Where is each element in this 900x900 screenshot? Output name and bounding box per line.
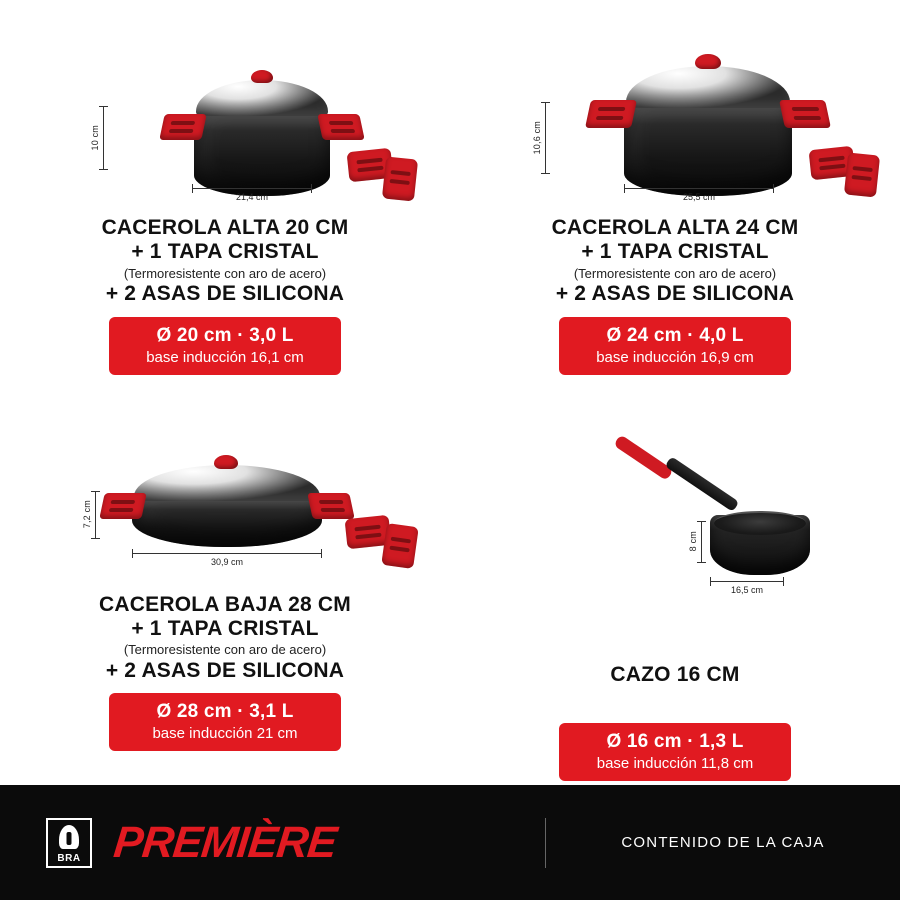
saucepan-interior (714, 511, 806, 535)
product-title-line-3: + 2 ASAS DE SILICONA (555, 282, 795, 306)
saucepan-handle (665, 456, 740, 512)
spec-badge-line-1: Ø 24 cm · 4,0 L (606, 324, 744, 346)
grip-slot (390, 170, 410, 176)
spec-badge (559, 723, 791, 781)
handle-slot (319, 500, 344, 504)
width-dimension-label: 30,9 cm (210, 556, 243, 567)
spec-badge-line-1: Ø 28 cm · 3,1 L (156, 701, 294, 723)
grip-slot (354, 524, 380, 531)
product-caption (99, 593, 351, 684)
handle-slot (169, 129, 194, 133)
handle-slot (109, 508, 134, 512)
loose-silicone-grip-2 (381, 522, 419, 568)
loose-silicone-grip-2 (844, 152, 880, 197)
width-dimension (624, 188, 774, 202)
height-dimension-label: 10 cm (90, 125, 100, 151)
product-illustration-cacerola-baja-28 (12, 403, 438, 603)
width-dimension-bar (710, 581, 784, 582)
lid-knob (214, 455, 238, 469)
height-dimension (90, 106, 104, 170)
width-dimension-label: 21,4 cm (235, 192, 268, 202)
product-card-cacerola-alta-20 (0, 0, 450, 393)
bra-logo-icon (46, 818, 92, 868)
height-dimension-bar (103, 106, 104, 170)
handle-slot (793, 116, 821, 120)
spec-badge-line-1: Ø 20 cm · 3,0 L (156, 324, 294, 346)
width-dimension-label: 25,5 cm (682, 192, 715, 202)
handle-slot (792, 107, 820, 111)
grip-slot (357, 166, 383, 173)
product-title-line-1: CACEROLA BAJA 28 CM (99, 592, 351, 616)
height-dimension-bar (701, 521, 702, 563)
spec-badge-line-1: Ø 16 cm · 1,3 L (606, 730, 744, 752)
product-title-line-2: + 1 TAPA CRISTAL (131, 616, 319, 640)
bra-logo-text: BRA (57, 852, 81, 864)
grip-slot (391, 536, 411, 543)
pot-assembly (104, 455, 404, 595)
footer-caption-text: CONTENIDO DE LA CAJA (621, 834, 825, 851)
footer-caption (546, 834, 900, 851)
height-dimension (688, 521, 702, 563)
product-card-cazo-16 (450, 393, 900, 786)
grip-slot (852, 175, 872, 181)
silicone-handle-right (307, 493, 355, 519)
glass-lid (626, 66, 790, 112)
footer-bar (0, 785, 900, 900)
height-dimension-bar (95, 491, 96, 539)
product-title-line-2: + 1 TAPA CRISTAL (581, 240, 769, 264)
handle-slot (330, 129, 355, 133)
width-dimension-bar (132, 553, 322, 554)
product-card-cacerola-baja-28 (0, 393, 450, 786)
height-dimension-label: 8 cm (688, 531, 698, 552)
grip-slot (819, 164, 845, 171)
product-title-line-2: + 1 TAPA CRISTAL (131, 240, 319, 264)
grip-slot (390, 179, 410, 185)
height-dimension (532, 102, 546, 174)
spec-badge (109, 693, 341, 751)
width-dimension-bar (192, 188, 312, 189)
product-title-line-3: + 2 ASAS DE SILICONA (105, 658, 345, 682)
loose-silicone-grip-2 (382, 156, 418, 201)
silicone-handle-left (159, 114, 207, 140)
product-title-line-1: CACEROLA ALTA 20 CM (101, 216, 349, 239)
product-title-line-3: + 2 ASAS DE SILICONA (105, 282, 345, 306)
silicone-handle-left (99, 493, 147, 519)
pot-body (132, 501, 322, 547)
spec-badge-line-2: base inducción 21 cm (152, 725, 298, 743)
pot-assembly (562, 58, 852, 208)
width-dimension (192, 188, 312, 202)
saucepan-assembly (582, 439, 842, 589)
product-title-line-1: CAZO 16 CM (610, 662, 740, 686)
glass-lid (196, 80, 328, 120)
grip-slot (818, 156, 844, 163)
grip-slot (389, 545, 409, 552)
product-illustration-cacerola-alta-24 (462, 10, 888, 210)
handle-slot (598, 107, 626, 111)
height-dimension-bar (545, 102, 546, 174)
grip-slot (852, 166, 872, 172)
grip-slot (356, 158, 382, 165)
product-caption (102, 216, 349, 307)
height-dimension-label: 7,2 cm (82, 500, 92, 529)
lid-knob (251, 70, 273, 83)
handle-slot (110, 500, 135, 504)
height-dimension-label: 10,6 cm (532, 121, 542, 155)
product-subtitle: (Termoresistente con aro de acero) (123, 265, 327, 281)
handle-slot (329, 121, 354, 125)
product-caption (610, 663, 739, 687)
product-card-cacerola-alta-24 (450, 0, 900, 393)
spec-badge-line-2: base inducción 11,8 cm (596, 754, 754, 772)
product-caption (552, 216, 799, 307)
bra-logo-mark (59, 825, 79, 849)
silicone-handle-right (317, 114, 365, 140)
glass-lid (134, 465, 320, 505)
handle-slot (320, 508, 345, 512)
product-illustration-cazo-16 (462, 403, 888, 603)
handle-slot (596, 116, 624, 120)
product-subtitle: (Termoresistente con aro de acero) (573, 265, 777, 281)
spec-badge-line-2: base inducción 16,1 cm (146, 348, 304, 366)
product-subtitle: (Termoresistente con aro de acero) (123, 642, 327, 658)
width-dimension (710, 581, 784, 595)
grip-slot (355, 532, 381, 539)
width-dimension-bar (624, 188, 774, 189)
product-title-line-1: CACEROLA ALTA 24 CM (551, 216, 799, 239)
spec-badge (559, 317, 791, 375)
pot-body (624, 108, 792, 196)
saucepan-handle-grip (613, 434, 673, 481)
pot-body (194, 116, 330, 196)
width-dimension-label: 16,5 cm (730, 584, 763, 595)
silicone-handle-right (779, 100, 831, 128)
height-dimension (82, 491, 96, 539)
silicone-handle-left (585, 100, 637, 128)
spec-badge (109, 317, 341, 375)
width-dimension (132, 553, 322, 567)
lid-knob (695, 54, 721, 69)
product-illustration-cacerola-alta-20 (12, 10, 438, 210)
spec-badge-line-2: base inducción 16,9 cm (596, 348, 754, 366)
footer-branding (0, 818, 545, 868)
handle-slot (170, 121, 195, 125)
premiere-wordmark: PREMIÈRE (111, 817, 339, 867)
